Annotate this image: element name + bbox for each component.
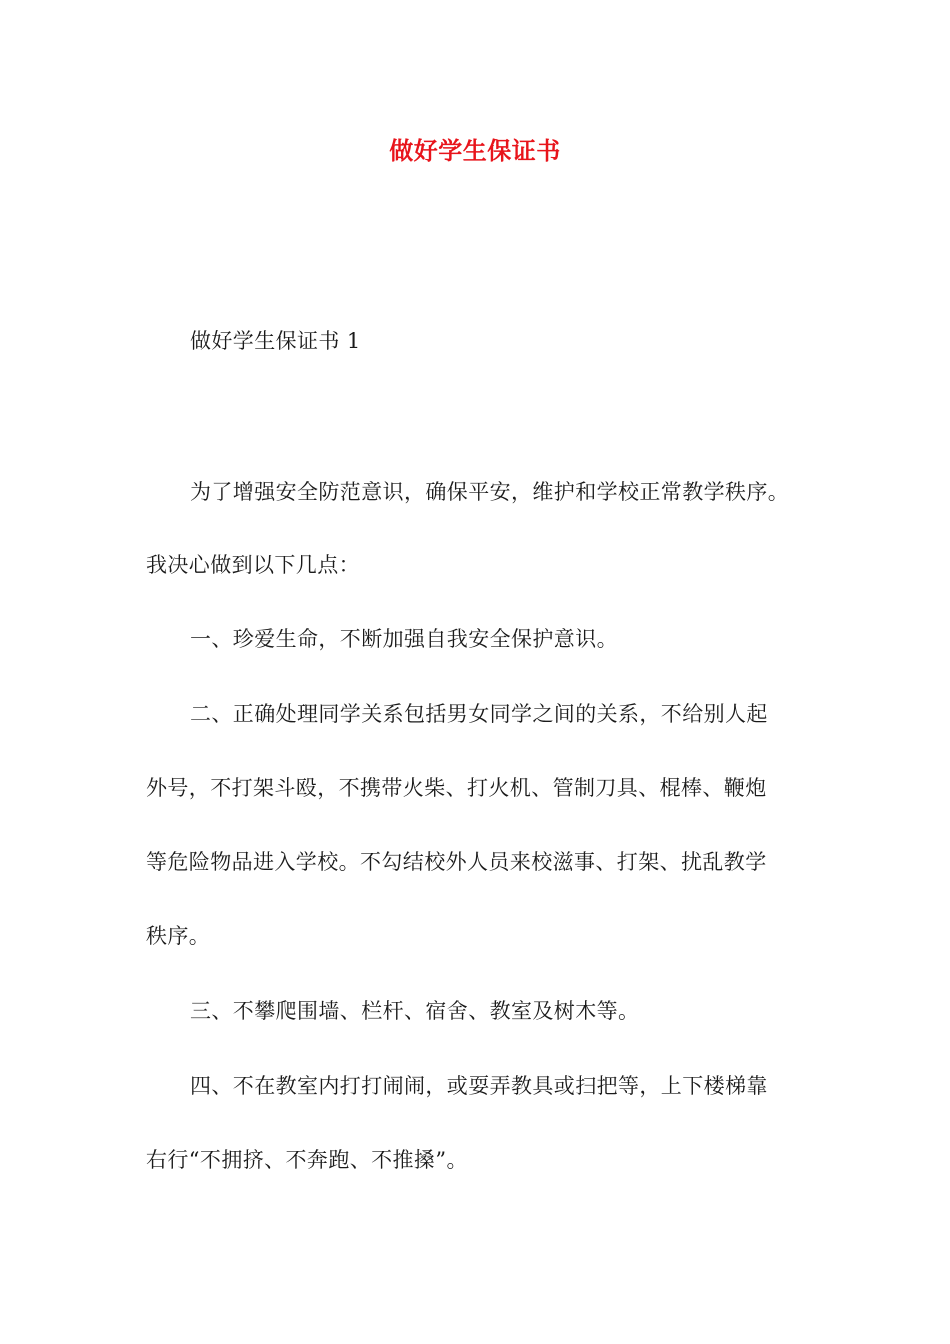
paragraph-line: 秩序。: [146, 924, 211, 948]
paragraph-line: 三、不攀爬围墙、栏杆、宿舍、教室及树木等。: [190, 999, 640, 1023]
paragraph-line: 右行“不拥挤、不奔跑、不推搡”。: [146, 1148, 468, 1172]
paragraph-line: 一、珍爱生命，不断加强自我安全保护意识。: [190, 627, 618, 651]
paragraph-line: 外号，不打架斗殴，不携带火柴、打火机、管制刀具、棍棒、鞭炮: [146, 776, 767, 800]
document-title: 做好学生保证书: [389, 136, 561, 165]
section-heading: 做好学生保证书 1: [190, 329, 361, 353]
paragraph-line: 四、不在教室内打打闹闹，或耍弄教具或扫把等，上下楼梯靠: [190, 1074, 768, 1098]
paragraph-line: 二、正确处理同学关系包括男女同学之间的关系，不给别人起: [190, 702, 768, 726]
paragraph-line: 我决心做到以下几点：: [146, 553, 360, 577]
paragraph-line: 等危险物品进入学校。不勾结校外人员来校滋事、打架、扰乱教学: [146, 850, 767, 874]
paragraph-line: 为了增强安全防范意识，确保平安，维护和学校正常教学秩序。: [190, 480, 790, 504]
